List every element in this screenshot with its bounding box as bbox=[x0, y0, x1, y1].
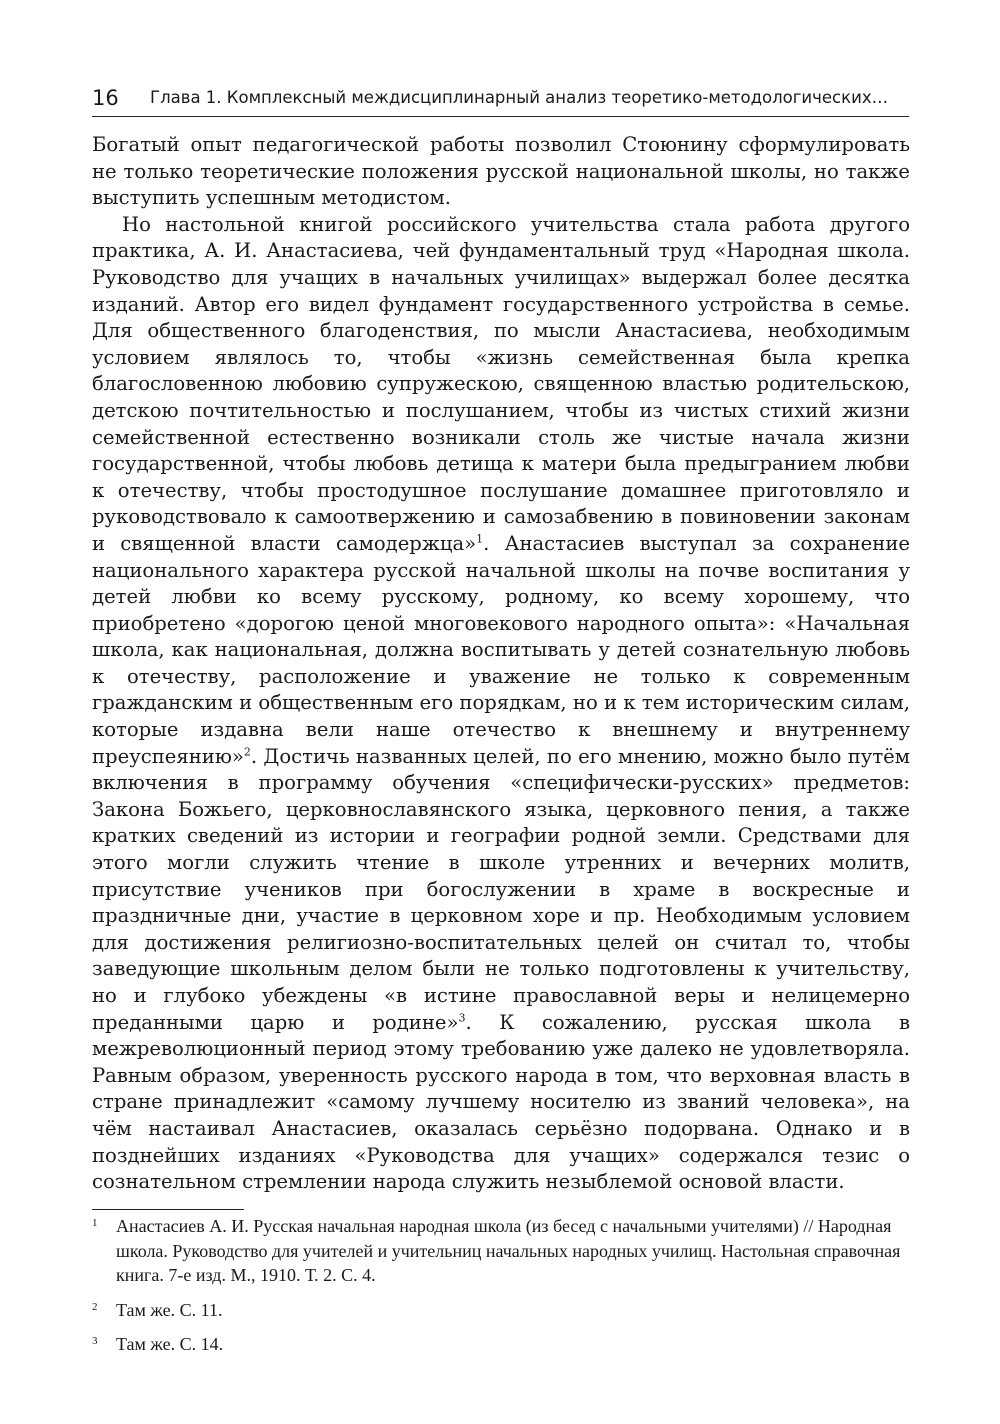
footnote-text: Анастасиев А. И. Русская начальная народная школа (из бесед с начальными учителями) // Народная школа. Руководство для учителей и учительниц начальных народных училищ. Настольная справочная книга. 7-е изд. М., 1910. Т. 2. С. 4. bbox=[116, 1216, 901, 1285]
paragraph-2-part-4: . К сожалению, русская школа в межреволюционный период этому требованию уже далеко не удовлетворяла. Равным образом, уверенность русского народа в том, что верховная власть в стране принадлежит «самому лучшему носителю из званий человека», на чём настаивал Анастасиев, оказалась серьёзно подорвана. Однако и в позднейших изданиях «Руководства для учащих» содержался тезис о сознательном стремлении народа служить незыблемой основой власти. bbox=[92, 1010, 910, 1194]
paragraph-2-part-3: . Достичь названных целей, по его мнению, можно было путём включения в программу обучения «специфически-русских» предметов: Закона Божьего, церковнославянского языка, церковного пения, а также кратких сведений из истории и географии родной земли. Средствами для этого могли служить чтение в школе утренних и вечерних молитв, присутствие учеников при богослужении в храме в воскресные и праздничные дни, участие в церковном хоре и пр. Необходимым условием для достижения религиозно-воспитательных целей он считал то, чтобы заведующие школьным делом были не только подготовлены к учительству, но и глубоко убеждены «в истине православной веры и нелицемерно преданными царю и родине» bbox=[92, 744, 910, 1034]
main-text bbox=[92, 132, 910, 1196]
footnote-3 bbox=[92, 1332, 910, 1357]
footnote-2 bbox=[92, 1298, 910, 1323]
footnote-ref-1[interactable]: 1 bbox=[476, 532, 484, 546]
footnote-ref-2[interactable]: 2 bbox=[243, 745, 251, 759]
footnote-number: 2 bbox=[92, 1300, 98, 1313]
footnote-text: Там же. С. 14. bbox=[116, 1334, 224, 1354]
running-head: Глава 1. Комплексный междисциплинарный анализ теоретико-методологических… bbox=[150, 88, 889, 107]
page-number: 16 bbox=[92, 86, 119, 110]
footnote-number: 3 bbox=[92, 1335, 98, 1347]
footnote-text: Там же. С. 11. bbox=[116, 1299, 223, 1320]
page-header bbox=[92, 86, 909, 117]
paragraph-2-part-1: Но настольной книгой российского учительства стала работа другого практика, А. И. Анастасиева, чей фундаментальный труд «Народная школа. Руководство для учащих в начальных училищах» выдержал более десятка изданий. Автор его видел фундамент государственного устройства в семье. Для общественного благоденствия, по мысли Анастасиева, необходимым условием являлось то, чтобы «жизнь семейственная была крепка благословенною любовию супружескою, священною властью родительскою, детскою почтительностью и послушанием, чтобы из чистых стихий жизни семейственной естественно возникали столь же чистые начала жизни государственной, чтобы любовь детища к матери была предыгранием любви к отечеству, чтобы простодушное послушание домашнее приготовляло и руководствовало к самоотвержению и самозабвению в повиновении законам и священной власти самодержца» bbox=[92, 212, 910, 555]
paragraph-2 bbox=[92, 212, 910, 1196]
paragraph-1 bbox=[92, 132, 910, 212]
paragraph-2-part-2: . Анастасиев выступал за сохранение национального характера русской начальной школы на почве воспитания у детей любви ко всему русскому, родному, ко всему хорошему, что приобретено «дорогою ценой многовекового народного опыта»: «Начальная школа, как национальная, должна воспитывать у детей сознательную любовь к отечеству, расположение и уважение не только к современным гражданским и общественным его порядкам, но и к тем историческим силам, которые издавна вели наше отечество к внешнему и внутреннему преуспеянию» bbox=[92, 531, 910, 768]
footnote-number: 1 bbox=[92, 1217, 98, 1229]
footnote-1 bbox=[92, 1214, 910, 1288]
paragraph-1-text: Богатый опыт педагогической работы позволил Стоюнину сформулировать не только теоретические положения русской национальной школы, но также выступить успешным методистом. bbox=[92, 133, 910, 210]
footnotes bbox=[92, 1214, 910, 1367]
footnote-ref-3[interactable]: 3 bbox=[458, 1011, 466, 1025]
footnote-divider bbox=[92, 1209, 244, 1210]
